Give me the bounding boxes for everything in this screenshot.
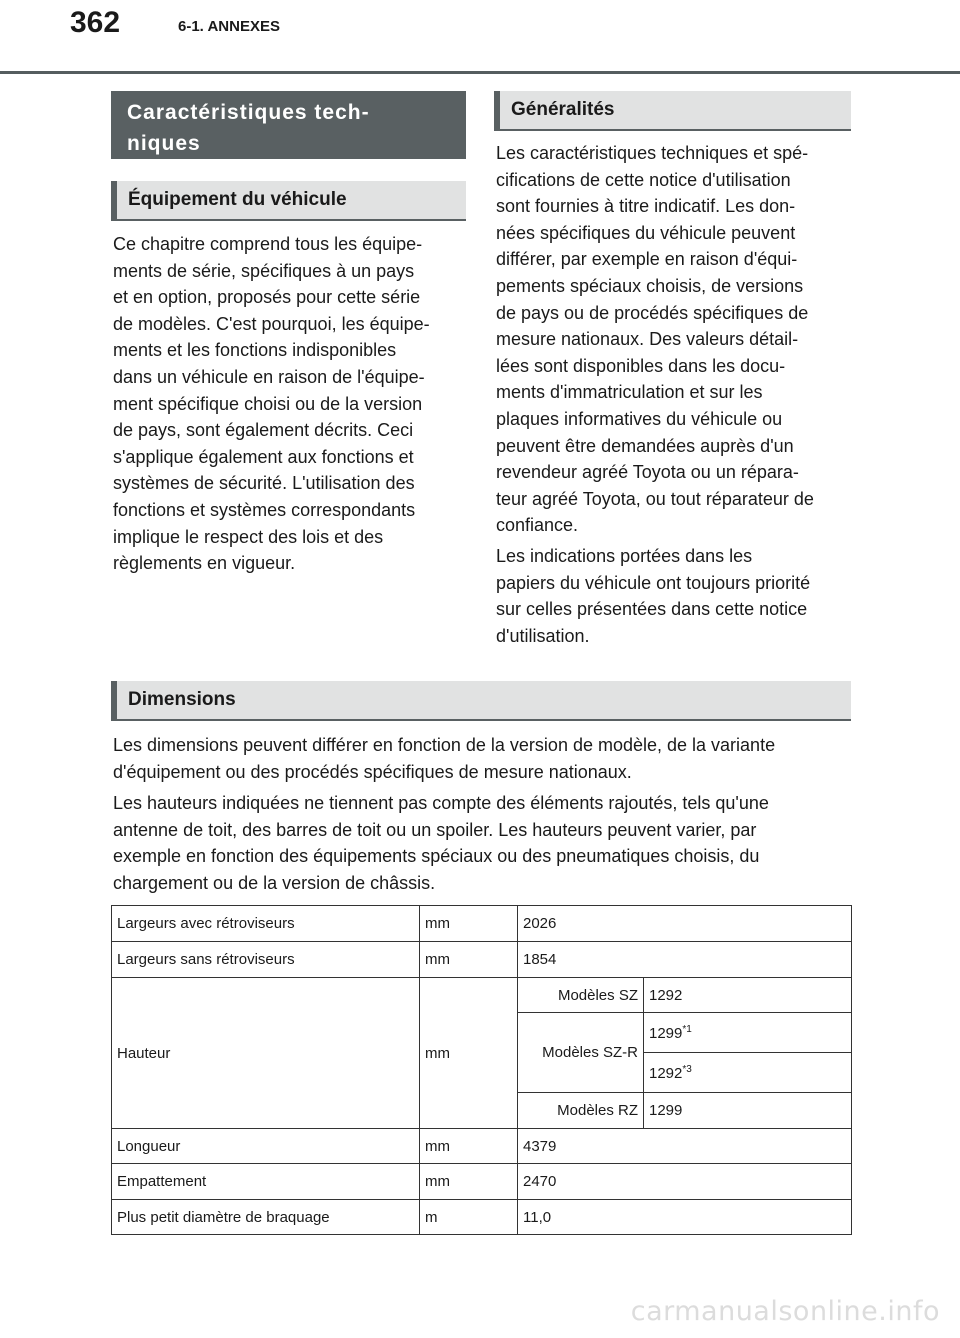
- text-line: sont fournies à titre indicatif. Les don-: [496, 196, 796, 217]
- text-line: teur agréé Toyota, ou tout réparateur de: [496, 488, 814, 509]
- model-sz: Modèles SZ: [518, 978, 644, 1013]
- row-label: Plus petit diamètre de braquage: [112, 1200, 420, 1235]
- text-line: Ce chapitre comprend tous les équipe-: [113, 234, 423, 254]
- text-line: plaques informatives du véhicule ou: [496, 408, 783, 429]
- table-row: [112, 1129, 852, 1164]
- main-title-line-2: niques: [127, 132, 201, 155]
- text-line: chargement ou de la version de châssis.: [113, 872, 436, 893]
- text-line: d'utilisation.: [496, 625, 590, 646]
- text-line: dans un véhicule en raison de l'équipe-: [113, 366, 425, 387]
- text-line: nées spécifiques du véhicule peuvent: [496, 222, 796, 243]
- text-line: ments de série, spécifiques à un pays: [113, 260, 415, 281]
- text-line: antenne de toit, des barres de toit ou un spoiler. Les hauteurs peuvent varier, par: [113, 819, 757, 840]
- text-line: exemple en fonction des équipements spéciaux ou des pneumatiques choisis, du: [113, 846, 760, 867]
- table-row: [112, 1200, 852, 1235]
- row-value: 2470: [518, 1164, 852, 1200]
- row-label: Empattement: [112, 1164, 420, 1200]
- model-szr: Modèles SZ-R: [518, 1013, 644, 1093]
- table-row: [112, 1164, 852, 1200]
- row-value: 11,0: [518, 1200, 852, 1235]
- text-line: Les hauteurs indiquées ne tiennent pas compte des éléments rajoutés, tels qu'une: [113, 793, 769, 813]
- row-unit: mm: [420, 942, 518, 978]
- text-line: d'équipement ou des procédés spécifiques de mesure nationaux.: [113, 761, 632, 782]
- general-paragraph-1: [496, 140, 856, 539]
- text-line: différer, par exemple en raison d'équi-: [496, 249, 798, 270]
- main-section-title: [111, 91, 466, 159]
- value-text: 1299: [649, 1024, 683, 1042]
- row-value: 1854: [518, 942, 852, 978]
- text-line: papiers du véhicule ont toujours priorité: [496, 572, 811, 593]
- dimensions-paragraph-2: [113, 790, 853, 896]
- value-sz: 1292: [644, 978, 852, 1013]
- dimensions-paragraph-1: [113, 732, 853, 785]
- row-value: 2026: [518, 906, 852, 942]
- page-header: [0, 0, 960, 76]
- text-line: mesure nationaux. Des valeurs détail-: [496, 329, 799, 350]
- text-line: sur celles présentées dans cette notice: [496, 599, 808, 620]
- text-line: implique le respect des lois et des: [113, 526, 384, 547]
- table-row: [112, 942, 852, 978]
- general-paragraph-2: [496, 543, 856, 649]
- header-rule: [0, 71, 960, 74]
- general-heading: Généralités: [494, 91, 851, 131]
- equipment-heading: Équipement du véhicule: [111, 181, 466, 221]
- table-row: [112, 978, 852, 1013]
- row-label: Longueur: [112, 1129, 420, 1164]
- table-row: [112, 906, 852, 942]
- dimensions-heading: Dimensions: [111, 681, 851, 721]
- section-label: 6-1. ANNEXES: [178, 18, 280, 35]
- row-label: Hauteur: [112, 978, 420, 1129]
- row-label: Largeurs avec rétroviseurs: [112, 906, 420, 942]
- text-line: règlements en vigueur.: [113, 553, 296, 574]
- text-line: lées sont disponibles dans les docu-: [496, 355, 786, 376]
- footnote-marker: *3: [682, 1063, 692, 1075]
- text-line: et en option, proposés pour cette série: [113, 287, 421, 308]
- watermark: carmanualsonline.info: [630, 1296, 940, 1327]
- text-line: confiance.: [496, 515, 579, 536]
- value-rz: 1299: [644, 1093, 852, 1129]
- text-line: s'applique également aux fonctions et: [113, 446, 414, 467]
- row-unit: mm: [420, 1164, 518, 1200]
- text-line: ment spécifique choisi ou de la version: [113, 393, 423, 414]
- text-line: Les caractéristiques techniques et spé-: [496, 143, 809, 163]
- text-line: de modèles. C'est pourquoi, les équipe-: [113, 313, 430, 334]
- value-text: 1292: [649, 1064, 683, 1082]
- page-number: 362: [70, 6, 121, 39]
- text-line: pements spéciaux choisis, de versions: [496, 275, 804, 296]
- text-line: Les dimensions peuvent différer en fonction de la version de modèle, de la variante: [113, 735, 776, 755]
- main-title-line-1: Caractéristiques tech-: [127, 101, 370, 124]
- text-line: Les indications portées dans les: [496, 546, 753, 566]
- model-rz: Modèles RZ: [518, 1093, 644, 1129]
- value-szr-2: [644, 1053, 852, 1093]
- text-line: peuvent être demandées auprès d'un: [496, 435, 794, 456]
- dimensions-table: [111, 905, 852, 1235]
- row-unit: m: [420, 1200, 518, 1235]
- text-line: fonctions et systèmes correspondants: [113, 499, 416, 520]
- text-line: cifications de cette notice d'utilisation: [496, 169, 791, 190]
- row-value: 4379: [518, 1129, 852, 1164]
- row-unit: mm: [420, 1129, 518, 1164]
- text-line: systèmes de sécurité. L'utilisation des: [113, 473, 415, 494]
- equipment-paragraph: [113, 231, 468, 577]
- text-line: de pays, sont également décrits. Ceci: [113, 420, 414, 441]
- text-line: ments et les fonctions indisponibles: [113, 340, 397, 361]
- row-unit: mm: [420, 906, 518, 942]
- footnote-marker: *1: [682, 1023, 692, 1035]
- text-line: de pays ou de procédés spécifiques de: [496, 302, 809, 323]
- text-line: revendeur agréé Toyota ou un répara-: [496, 462, 799, 483]
- row-label: Largeurs sans rétroviseurs: [112, 942, 420, 978]
- text-line: ments d'immatriculation et sur les: [496, 382, 763, 403]
- row-unit: mm: [420, 978, 518, 1129]
- value-szr-1: [644, 1013, 852, 1053]
